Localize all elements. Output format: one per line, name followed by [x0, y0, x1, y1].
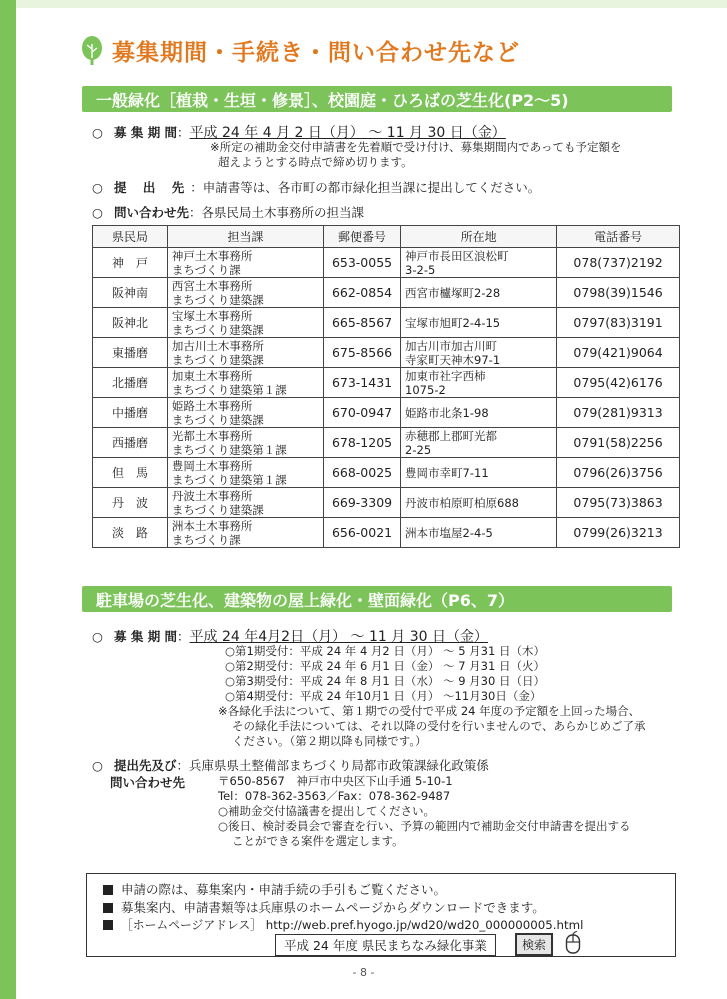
cell-zip-text: 678-1205 — [331, 435, 393, 450]
period-value: 平成 24 年 4 月 2 日（月） ～ 11 月 30 日（金） — [189, 125, 506, 141]
info-line-1 — [103, 880, 446, 898]
cell-addr-text: 加東市社字西柿 — [405, 368, 486, 383]
cell-addr — [401, 518, 557, 548]
cell-pref-text: 東播磨 — [111, 346, 148, 360]
cell-tel-text: 0791(58)2256 — [573, 435, 663, 450]
cell-tel — [557, 248, 680, 278]
cell-addr — [401, 308, 557, 338]
submit-label-2: 提出先及び — [113, 758, 177, 773]
cell-dept-text: まちづくり建築課 — [171, 292, 264, 307]
table-header-row — [93, 226, 680, 248]
square-bullet-icon — [103, 903, 113, 913]
cell-dept — [167, 398, 323, 428]
table-row — [93, 488, 680, 518]
circle-bullet-icon: ○ — [92, 205, 103, 220]
submit-value: 申請書等は、各市町の都市緑化担当課に提出してください。 — [202, 180, 541, 195]
cell-dept — [167, 428, 323, 458]
cell-pref — [93, 308, 168, 338]
cell-dept-text: 光都土木事務所 — [171, 428, 253, 443]
cell-tel-text: 0798(39)1546 — [573, 285, 663, 300]
phase-note-2: その緑化手法については、それ以降の受付を行いませんので、あらかじめご了承 — [232, 719, 646, 733]
submit-value-2: 兵庫県県土整備部まちづくり局都市政策課緑化政策係 — [189, 758, 489, 773]
cell-addr-text: 3-2-5 — [405, 262, 436, 277]
phase-4: ○第4期受付：平成 24 年10月1 日（月） ～11月30日（金） — [225, 689, 542, 703]
table-row — [93, 368, 680, 398]
cell-addr-text: 洲本市塩屋2-4-5 — [405, 525, 493, 540]
page-title: 募集期間・手続き・問い合わせ先など — [112, 40, 520, 66]
cell-dept-text: 加古川土木事務所 — [171, 338, 264, 353]
title-row — [78, 34, 520, 67]
cell-addr — [401, 398, 557, 428]
table-row — [93, 248, 680, 278]
cell-pref — [93, 398, 168, 428]
cell-pref — [93, 368, 168, 398]
info-text-2: 募集案内、申請書類等は兵庫県のホームページからダウンロードできます。 — [121, 900, 545, 915]
cell-pref — [93, 278, 168, 308]
cell-dept-text: 宝塚土木事務所 — [171, 308, 253, 323]
cell-zip-text: 662-0854 — [331, 285, 393, 300]
cell-addr-text: 加古川市加古川町 — [405, 338, 498, 353]
cell-dept-text: まちづくり建築第１課 — [171, 442, 287, 457]
cell-tel-text: 079(281)9313 — [573, 405, 663, 420]
section1-period-row: ○ 募 集 期 間：平成 24 年 4 月 2 日（月） ～ 11 月 30 日（金） — [92, 125, 506, 141]
cell-zip-text: 665-8567 — [331, 315, 393, 330]
cell-addr — [401, 488, 557, 518]
period-label-2: 募 集 期 間 — [113, 629, 178, 644]
mouse-icon — [565, 931, 581, 955]
cell-zip-text: 653-0055 — [331, 255, 393, 270]
circle-bullet-icon: ○ — [92, 125, 103, 140]
cell-pref-text: 西播磨 — [111, 436, 148, 450]
cell-tel-text: 0795(73)3863 — [573, 495, 663, 510]
cell-dept-text: 西宮土木事務所 — [171, 278, 253, 293]
header-zip: 郵便番号 — [324, 226, 401, 248]
circle-bullet-icon: ○ — [92, 180, 103, 195]
top-light-strip — [16, 0, 727, 8]
cell-pref — [93, 338, 168, 368]
cell-pref — [93, 488, 168, 518]
cell-dept-text: 加東土木事務所 — [171, 368, 253, 383]
cell-zip — [324, 248, 401, 278]
instruction-1: ○補助金交付協議書を提出してください。 — [218, 804, 436, 818]
offices-table-body — [93, 248, 680, 548]
cell-dept — [167, 308, 323, 338]
square-bullet-icon — [103, 920, 113, 930]
period-note-2: 超えようとする時点で締め切ります。 — [218, 155, 413, 169]
cell-tel — [557, 398, 680, 428]
cell-dept-text: まちづくり建築課 — [171, 412, 264, 427]
cell-zip — [324, 398, 401, 428]
cell-zip-text: 675-8566 — [331, 345, 393, 360]
submit-label: 提 出 先 — [113, 180, 191, 195]
cell-zip-text: 669-3309 — [331, 495, 393, 510]
cell-pref — [93, 248, 168, 278]
section2-period-row: ○ 募 集 期 間：平成 24 年4月2日（月） ～ 11 月 30 日（金） — [92, 629, 488, 645]
cell-tel — [557, 308, 680, 338]
cell-pref-text: 阪神北 — [111, 316, 148, 330]
cell-dept — [167, 458, 323, 488]
cell-addr-text: 丹波市柏原町柏原688 — [405, 495, 519, 510]
table-row — [93, 458, 680, 488]
cell-pref-text: 北播磨 — [111, 376, 148, 390]
circle-bullet-icon: ○ — [92, 758, 103, 773]
section1-contact-row: ○ 問い合わせ先：各県民局土木事務所の担当課 — [92, 205, 365, 220]
cell-dept-text: まちづくり建築第１課 — [171, 472, 287, 487]
info-box — [86, 873, 676, 957]
cell-tel — [557, 458, 680, 488]
page-number: - 8 - — [352, 966, 375, 979]
cell-tel-text: 0797(83)3191 — [573, 315, 663, 330]
campaign-search-box[interactable]: 平成 24 年度 県民まちなみ緑化事業 — [275, 934, 496, 956]
cell-dept — [167, 488, 323, 518]
cell-dept-text: 姫路土木事務所 — [171, 398, 253, 413]
cell-tel — [557, 428, 680, 458]
cell-tel — [557, 368, 680, 398]
cell-tel-text: 0799(26)3213 — [573, 525, 663, 540]
table-row — [93, 338, 680, 368]
cell-pref — [93, 458, 168, 488]
dept-address: 〒650-8567 神戸市中央区下山手通 5-10-1 — [218, 774, 453, 788]
cell-dept-text: まちづくり課 — [171, 262, 241, 277]
cell-addr-text: 2-25 — [405, 442, 432, 457]
table-row — [93, 398, 680, 428]
cell-addr-text: 神戸市長田区浪松町 — [405, 248, 509, 263]
cell-tel — [557, 278, 680, 308]
cell-addr-text: 寺家町天神木97-1 — [405, 352, 501, 367]
circle-bullet-icon: ○ — [92, 629, 103, 644]
instruction-3: ことができる案件を選定します。 — [232, 834, 404, 848]
cell-pref — [93, 428, 168, 458]
cell-dept-text: まちづくり課 — [171, 532, 241, 547]
cell-dept — [167, 518, 323, 548]
cell-addr — [401, 248, 557, 278]
cell-dept — [167, 278, 323, 308]
cell-pref — [93, 518, 168, 548]
cell-dept — [167, 368, 323, 398]
table-row — [93, 428, 680, 458]
cell-tel — [557, 488, 680, 518]
cell-dept-text: 豊岡土木事務所 — [171, 458, 253, 473]
cell-addr — [401, 278, 557, 308]
search-button[interactable]: 検索 — [515, 933, 553, 956]
phase-note-3: ください。（第２期以降も同様です。） — [232, 734, 427, 748]
cell-pref-text: 神 戸 — [111, 256, 148, 270]
cell-zip — [324, 458, 401, 488]
cell-dept-text: まちづくり建築課 — [171, 352, 264, 367]
cell-tel — [557, 518, 680, 548]
cell-addr-text: 豊岡市幸町7-11 — [405, 465, 489, 480]
cell-dept-text: まちづくり建築第１課 — [171, 382, 287, 397]
header-tel: 電話番号 — [557, 226, 680, 248]
cell-addr — [401, 368, 557, 398]
section1-submit-row: ○ 提 出 先：申請書等は、各市町の都市緑化担当課に提出してください。 — [92, 180, 541, 195]
cell-pref-text: 中播磨 — [111, 406, 148, 420]
table-row — [93, 518, 680, 548]
cell-zip — [324, 488, 401, 518]
cell-dept-text: 神戸土木事務所 — [171, 248, 253, 263]
cell-zip — [324, 278, 401, 308]
phase-1: ○第1期受付：平成 24 年 4 月2 日（月） ～ 5 月31 日（木） — [225, 644, 545, 658]
section2-submit-row: ○ 提出先及び：兵庫県県土整備部まちづくり局都市政策課緑化政策係 — [92, 758, 489, 773]
section1-heading: 一般緑化［植栽・生垣・修景］、校園庭・ひろばの芝生化(P2～5) — [82, 86, 672, 112]
cell-tel-text: 078(737)2192 — [573, 255, 663, 270]
cell-pref-text: 阪神南 — [111, 286, 148, 300]
cell-addr-text: 赤穂郡上郡町光都 — [405, 428, 498, 443]
info-line-2 — [103, 898, 545, 916]
cell-tel-text: 0796(26)3756 — [573, 465, 663, 480]
info-line-3 — [103, 916, 583, 933]
cell-pref-text: 淡 路 — [111, 526, 148, 540]
cell-pref-text: 但 馬 — [111, 466, 148, 480]
cell-dept — [167, 248, 323, 278]
cell-zip-text: 673-1431 — [331, 375, 393, 390]
square-bullet-icon — [103, 885, 113, 895]
section2-contact-label-row — [110, 773, 185, 791]
table-row — [93, 278, 680, 308]
cell-dept-text: まちづくり建築課 — [171, 322, 264, 337]
phase-2: ○第2期受付：平成 24 年 6 月1 日（金） ～ 7 月31 日（火） — [225, 659, 545, 673]
cell-addr — [401, 428, 557, 458]
contact-value: 各県民局土木事務所の担当課 — [201, 205, 365, 220]
cell-tel — [557, 338, 680, 368]
offices-table — [92, 225, 680, 548]
cell-tel-text: 079(421)9064 — [573, 345, 663, 360]
cell-addr-text: 西宮市櫨塚町2-28 — [405, 285, 501, 300]
cell-zip-text: 656-0021 — [331, 525, 393, 540]
period-value-2: 平成 24 年4月2日（月） ～ 11 月 30 日（金） — [189, 629, 488, 645]
cell-dept — [167, 338, 323, 368]
homepage-url[interactable]: ［ホームページアドレス］ http://web.pref.hyogo.jp/wd20/wd20_000000005.html — [121, 918, 584, 932]
cell-tel-text: 0795(42)6176 — [573, 375, 663, 390]
phase-note-1: ※各緑化手法について、第１期での受付で平成 24 年度の予定額を上回った場合、 — [218, 704, 641, 718]
section2-heading: 駐車場の芝生化、建築物の屋上緑化・壁面緑化（P6、7） — [82, 586, 672, 612]
cell-zip-text: 670-0947 — [331, 405, 393, 420]
contact-label-2: 問い合わせ先 — [110, 775, 186, 790]
cell-addr-text: 宝塚市旭町2-4-15 — [405, 315, 501, 330]
cell-pref-text: 丹 波 — [111, 496, 148, 510]
left-green-strip — [0, 0, 16, 999]
header-addr: 所在地 — [401, 226, 557, 248]
period-label: 募 集 期 間 — [113, 125, 178, 140]
dept-tel-fax: Tel：078-362-3563／Fax：078-362-9487 — [218, 789, 451, 803]
cell-addr-text: 姫路市北条1-98 — [405, 405, 489, 420]
cell-zip — [324, 518, 401, 548]
contact-label: 問い合わせ先 — [113, 205, 189, 220]
cell-dept-text: 丹波土木事務所 — [171, 488, 253, 503]
cell-dept-text: 洲本土木事務所 — [171, 518, 253, 533]
cell-zip — [324, 308, 401, 338]
cell-addr — [401, 338, 557, 368]
table-row — [93, 308, 680, 338]
period-note-1: ※所定の補助金交付申請書を先着順で受け付け、募集期間内であっても予定額を — [210, 140, 622, 154]
instruction-2: ○後日、検討委員会で審査を行い、予算の範囲内で補助金交付申請書を提出する — [218, 819, 631, 833]
info-text-1: 申請の際は、募集案内・申請手続の手引もご覧ください。 — [121, 882, 447, 897]
cell-addr — [401, 458, 557, 488]
tree-icon — [78, 36, 106, 66]
phase-3: ○第3期受付：平成 24 年 8 月1 日（水） ～ 9 月30 日（日） — [225, 674, 545, 688]
header-dept: 担当課 — [167, 226, 323, 248]
cell-addr-text: 1075-2 — [405, 382, 446, 397]
cell-zip — [324, 338, 401, 368]
cell-dept-text: まちづくり建築課 — [171, 502, 264, 517]
cell-zip — [324, 368, 401, 398]
cell-zip — [324, 428, 401, 458]
header-pref: 県民局 — [93, 226, 168, 248]
cell-zip-text: 668-0025 — [331, 465, 393, 480]
